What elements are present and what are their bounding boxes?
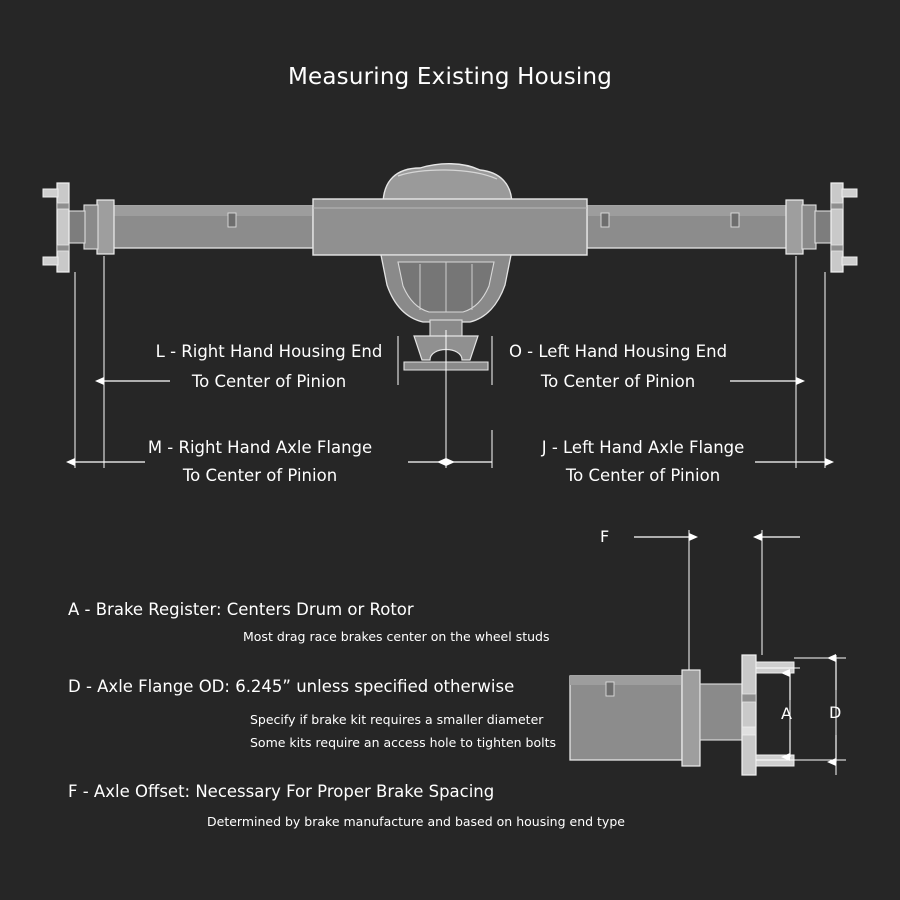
dimension-label-O-line1: O - Left Hand Housing End bbox=[508, 342, 728, 361]
note-heading-A: A - Brake Register: Centers Drum or Rotor bbox=[68, 600, 414, 619]
page-title: Measuring Existing Housing bbox=[287, 64, 613, 90]
dimension-label-J-line1: J - Left Hand Axle Flange bbox=[541, 438, 745, 457]
axle-housing-assembly bbox=[43, 164, 857, 370]
dimension-label-J-line2: To Center of Pinion bbox=[565, 466, 721, 485]
note-subnote-D-2: Some kits require an access hole to tighten bolts bbox=[250, 735, 556, 750]
axle-end-detail-view bbox=[570, 655, 794, 775]
dimension-label-O-line2: To Center of Pinion bbox=[540, 372, 696, 391]
dimension-label-M-line2: To Center of Pinion bbox=[182, 466, 338, 485]
note-subnote-F-1: Determined by brake manufacture and based on housing end type bbox=[207, 814, 625, 829]
dimension-label-L-line2: To Center of Pinion bbox=[191, 372, 347, 391]
note-heading-D: D - Axle Flange OD: 6.245” unless specified otherwise bbox=[68, 677, 515, 696]
note-subnote-D-1: Specify if brake kit requires a smaller diameter bbox=[250, 712, 544, 727]
dimension-label-L-line1: L - Right Hand Housing End bbox=[155, 342, 383, 361]
dimension-label-M-line1: M - Right Hand Axle Flange bbox=[147, 438, 373, 457]
detail-label-D: D bbox=[829, 703, 842, 722]
note-heading-F: F - Axle Offset: Necessary For Proper Brake Spacing bbox=[68, 782, 495, 801]
detail-label-A: A bbox=[781, 704, 792, 723]
detail-label-F: F bbox=[600, 527, 610, 546]
note-subnote-A-1: Most drag race brakes center on the wheel studs bbox=[243, 629, 550, 644]
